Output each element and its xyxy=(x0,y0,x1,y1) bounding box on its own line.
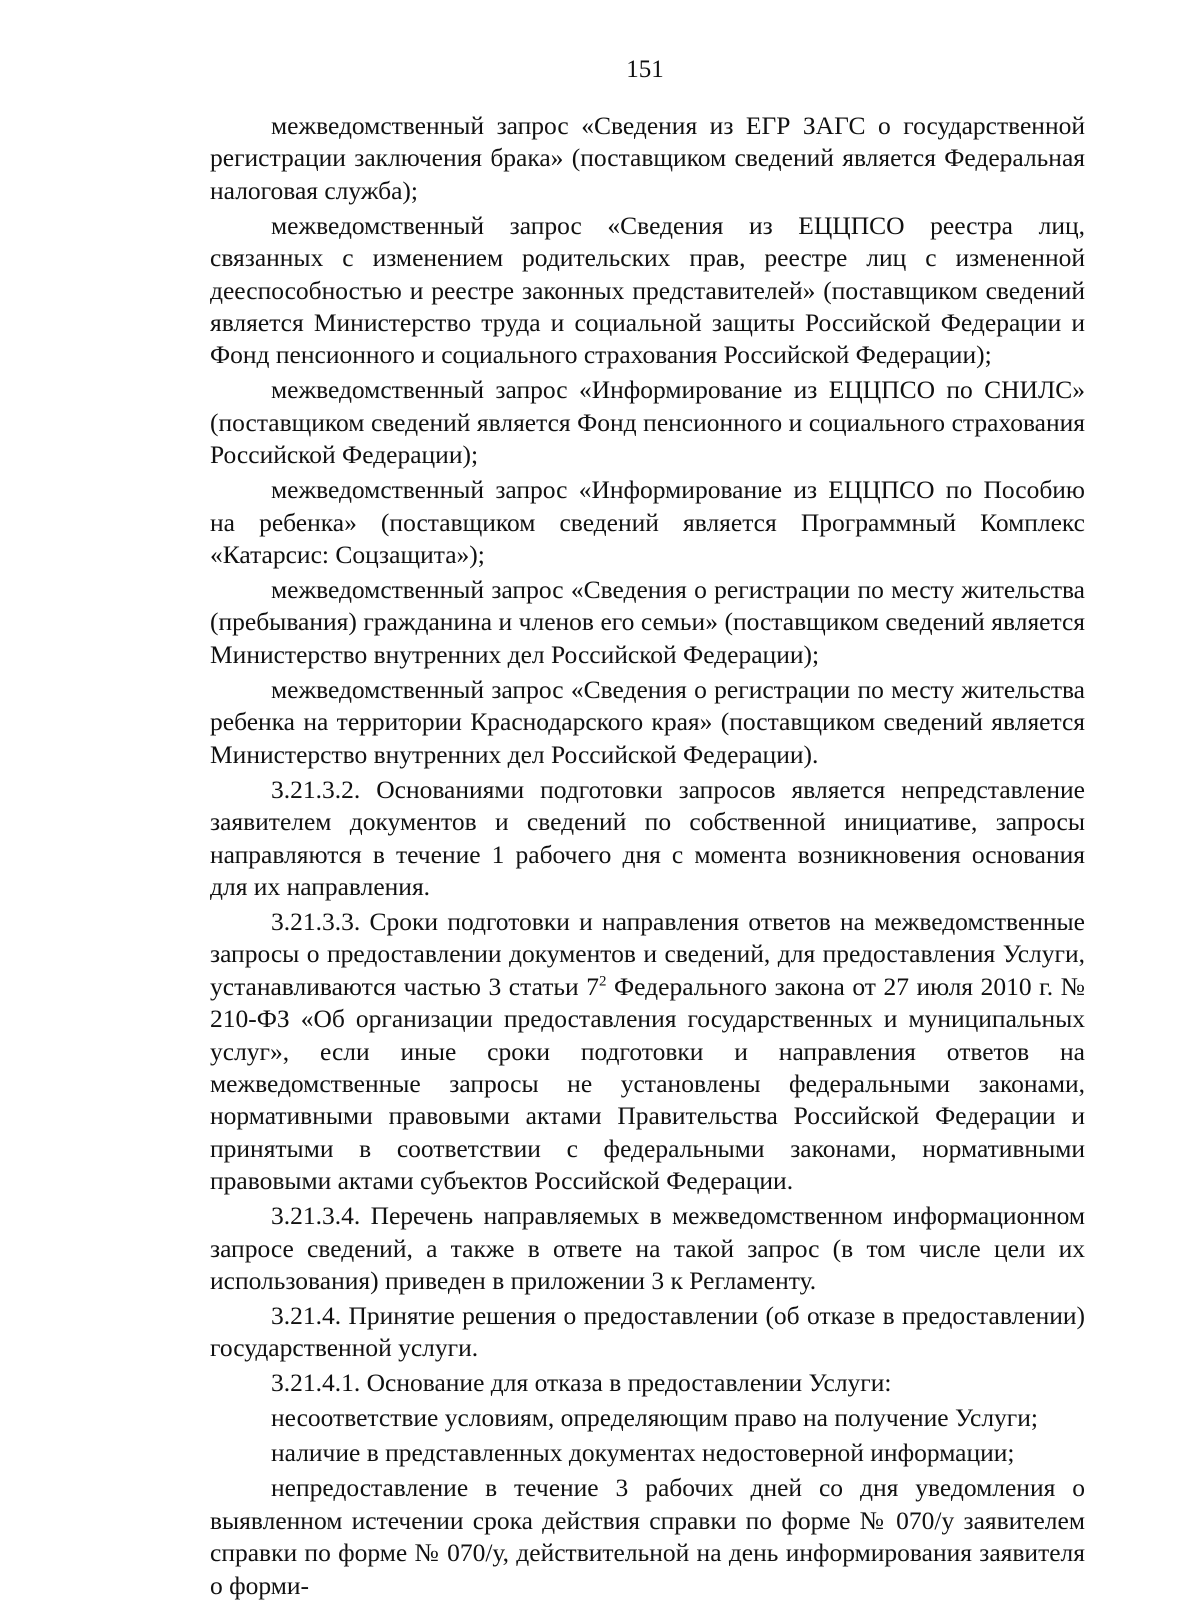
page-number: 151 xyxy=(626,56,664,83)
paragraph: межведомственный запрос «Информирование из ЕЦЦПСО по Пособию на ребенка» (поставщиком сведений является Программный Комплекс «Катарсис: Соцзащита»); xyxy=(210,475,1085,570)
paragraph: межведомственный запрос «Информирование из ЕЦЦПСО по СНИЛС» (поставщиком сведений является Фонд пенсионного и социального страхования Российской Федерации); xyxy=(210,375,1085,470)
paragraph: межведомственный запрос «Сведения о регистрации по месту жительства ребенка на территории Краснодарского края» (поставщиком сведений является Министерство внутренних дел Российской Федерации). xyxy=(210,674,1085,769)
document-body xyxy=(210,110,1085,1605)
paragraph-text: 3.21.3.3. Сроки подготовки и направления ответов на межведомственные запросы о предоставлении документов и сведений, для предоставления Услуги, устанавливаются частью 3 статьи 7 xyxy=(210,906,1085,1001)
paragraph: наличие в представленных документах недостоверной информации; xyxy=(271,1438,1015,1468)
paragraph: 3.21.4.1. Основание для отказа в предоставлении Услуги: xyxy=(271,1368,892,1398)
paragraph: 3.21.3.2. Основаниями подготовки запросов является непредставление заявителем документов и сведений по собственной инициативе, запросы направляются в течение 1 рабочего дня с момента возникновения основания для их направления. xyxy=(210,774,1085,901)
paragraph-text: Федерального закона от 27 июля 2010 г. № 210-ФЗ «Об организации предоставления государственных и муниципальных услуг», если иные сроки подготовки и направления ответов на межведомственные запросы не установлены федеральными законами, нормативными правовыми актами Правительства Российской Федерации и принятыми в соответствии с федеральными законами, нормативными правовыми актами субъектов Российской Федерации. xyxy=(210,971,1085,1196)
paragraph: межведомственный запрос «Сведения о регистрации по месту жительства (пребывания) гражданина и членов его семьи» (поставщиком сведений является Министерство внутренних дел Российской Федерации); xyxy=(210,575,1085,669)
paragraph: межведомственный запрос «Сведения из ЕЦЦПСО реестра лиц, связанных с изменением родительских прав, реестре лиц с измененной дееспособностью и реестре законных представителей» (поставщиком сведений является Министерство труда и социальной защиты Российской Федерации и Фонд пенсионного и социального страхования Российской Федерации); xyxy=(210,210,1085,370)
paragraph: 3.21.4. Принятие решения о предоставлении (об отказе в предоставлении) государственной услуги. xyxy=(210,1300,1085,1363)
article-superscript: 2 xyxy=(598,973,607,990)
paragraph: непредоставление в течение 3 рабочих дней со дня уведомления о выявленном истечении срока действия справки по форме № 070/у заявителем справки по форме № 070/у, действительной на день информирования заявителя о форми- xyxy=(210,1473,1085,1600)
paragraph-deadlines xyxy=(210,906,1085,1198)
paragraph: несоответствие условиям, определяющим право на получение Услуги; xyxy=(271,1403,1038,1433)
paragraph: межведомственный запрос «Сведения из ЕГР ЗАГС о государственной регистрации заключения брака» (поставщиком сведений является Федеральная налоговая служба); xyxy=(210,111,1085,205)
paragraph: 3.21.3.4. Перечень направляемых в межведомственном информационном запросе сведений, а также в ответе на такой запрос (в том числе цели их использования) приведен в приложении 3 к Регламенту. xyxy=(210,1201,1085,1295)
